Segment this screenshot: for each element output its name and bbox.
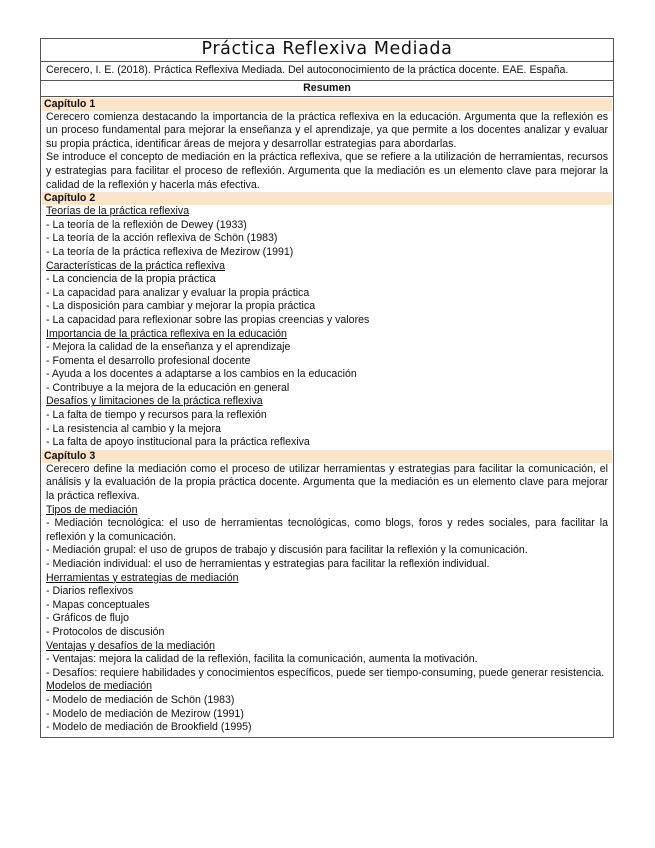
- section-list: [45, 409, 609, 450]
- list-item: - Mediación individual: el uso de herramientas y estrategias para facilitar la reflexión individual.: [46, 558, 490, 570]
- list-item: - La conciencia de la propia práctica: [46, 273, 216, 286]
- list-item: - Ventajas: mejora la calidad de la reflexión, facilita la comunicación, aumenta la motivación.: [46, 653, 478, 666]
- list-item: - Modelo de mediación de Mezirow (1991): [46, 707, 244, 720]
- list-item: - La falta de tiempo y recursos para la reflexión: [46, 409, 267, 422]
- list-item: - Fomenta el desarrollo profesional docente: [46, 354, 251, 367]
- summary-body: [41, 97, 613, 737]
- list-item: - Protocolos de discusión: [46, 625, 165, 638]
- section-heading: Modelos de mediación: [46, 680, 152, 693]
- list-item: - Modelo de mediación de Schön (1983): [46, 693, 235, 706]
- section-list: [45, 341, 609, 395]
- list-item: - Mediación grupal: el uso de grupos de trabajo y discusión para facilitar la reflexión y la comunicación.: [46, 544, 528, 557]
- chapter-paragraph: Cerecero define la mediación como el proceso de utilizar herramientas y estrategias para facilitar la comunicación, el análisis y la evaluación de la propia práctica docente. Argumenta que la mediación es un elemento clave para mejorar la práctica reflexiva.: [46, 462, 608, 503]
- section-heading: Herramientas y estrategias de mediación: [46, 571, 239, 584]
- list-item: - La disposición para cambiar y mejorar la propia práctica: [46, 300, 316, 313]
- section-heading: Ventajas y desafíos de la mediación: [46, 639, 216, 652]
- section-heading: Importancia de la práctica reflexiva en la educación: [46, 327, 287, 340]
- document-title: Práctica Reflexiva Mediada: [41, 39, 613, 62]
- section-heading: Desafíos y limitaciones de la práctica reflexiva: [46, 395, 263, 408]
- chapter-heading: Capítulo 1: [42, 98, 612, 111]
- section-list: [45, 273, 609, 327]
- chapter-paragraph: Se introduce el concepto de mediación en la práctica reflexiva, que se refiere a la utilización de herramientas, recursos y estrategias para facilitar el proceso de reflexión. Argumenta que la mediación es un elemento clave para mejorar la calidad de la reflexión y hacerla más efectiva.: [46, 151, 608, 191]
- list-item: - La capacidad para reflexionar sobre las propias creencias y valores: [46, 313, 370, 326]
- list-item: - Contribuye a la mejora de la educación en general: [46, 381, 290, 394]
- list-item: - La teoría de la reflexión de Dewey (1933): [46, 218, 247, 231]
- list-item: - Mejora la calidad de la enseñanza y el aprendizaje: [46, 341, 291, 354]
- chapter-heading: Capítulo 2: [42, 192, 612, 205]
- list-item: - Diarios reflexivos: [46, 585, 134, 598]
- list-item: - La falta de apoyo institucional para la práctica reflexiva: [46, 436, 310, 449]
- list-item: - Mapas conceptuales: [46, 598, 150, 611]
- list-item: - Desafíos: requiere habilidades y conocimientos específicos, puede ser tiempo-consuming, puede generar resistencia.: [46, 666, 605, 679]
- section-list: [45, 585, 609, 639]
- list-item: - La resistencia al cambio y la mejora: [46, 422, 221, 435]
- document-table: [40, 38, 614, 738]
- chapter-heading: Capítulo 3: [42, 450, 612, 463]
- list-item: - La capacidad para analizar y evaluar la propia práctica: [46, 286, 310, 299]
- section-list: [45, 653, 609, 680]
- section-list: [45, 694, 609, 735]
- list-item: - Modelo de mediación de Brookfield (1995): [46, 721, 252, 734]
- list-item: - La teoría de la práctica reflexiva de Mezirow (1991): [46, 245, 294, 258]
- section-heading: Características de la práctica reflexiva: [46, 259, 225, 272]
- summary-heading: Resumen: [41, 81, 613, 97]
- section-heading: Tipos de mediación: [46, 503, 138, 516]
- section-list: [45, 219, 609, 260]
- list-item: - Gráficos de flujo: [46, 612, 130, 625]
- list-item: - Mediación tecnológica: el uso de herramientas tecnológicas, como blogs, foros y redes sociales, para facilitar la reflexión y la comunicación.: [46, 517, 608, 543]
- section-heading: Teorías de la práctica reflexiva: [46, 205, 190, 218]
- list-item: - La teoría de la acción reflexiva de Schön (1983): [46, 232, 278, 245]
- section-list: [45, 517, 609, 571]
- chapter-paragraph: Cerecero comienza destacando la importancia de la práctica reflexiva en la educación. Argumenta que la reflexión es un proceso fundamental para mejorar la enseñanza y el aprendizaje, ya que permite a los docentes analizar y evaluar su propia práctica, identificar áreas de mejora y desarrollar estrategias para abordarlas.: [46, 110, 608, 150]
- citation: Cerecero, I. E. (2018). Práctica Reflexiva Mediada. Del autoconocimiento de la práctica docente. EAE. España.: [41, 62, 613, 81]
- list-item: - Ayuda a los docentes a adaptarse a los cambios en la educación: [46, 368, 357, 381]
